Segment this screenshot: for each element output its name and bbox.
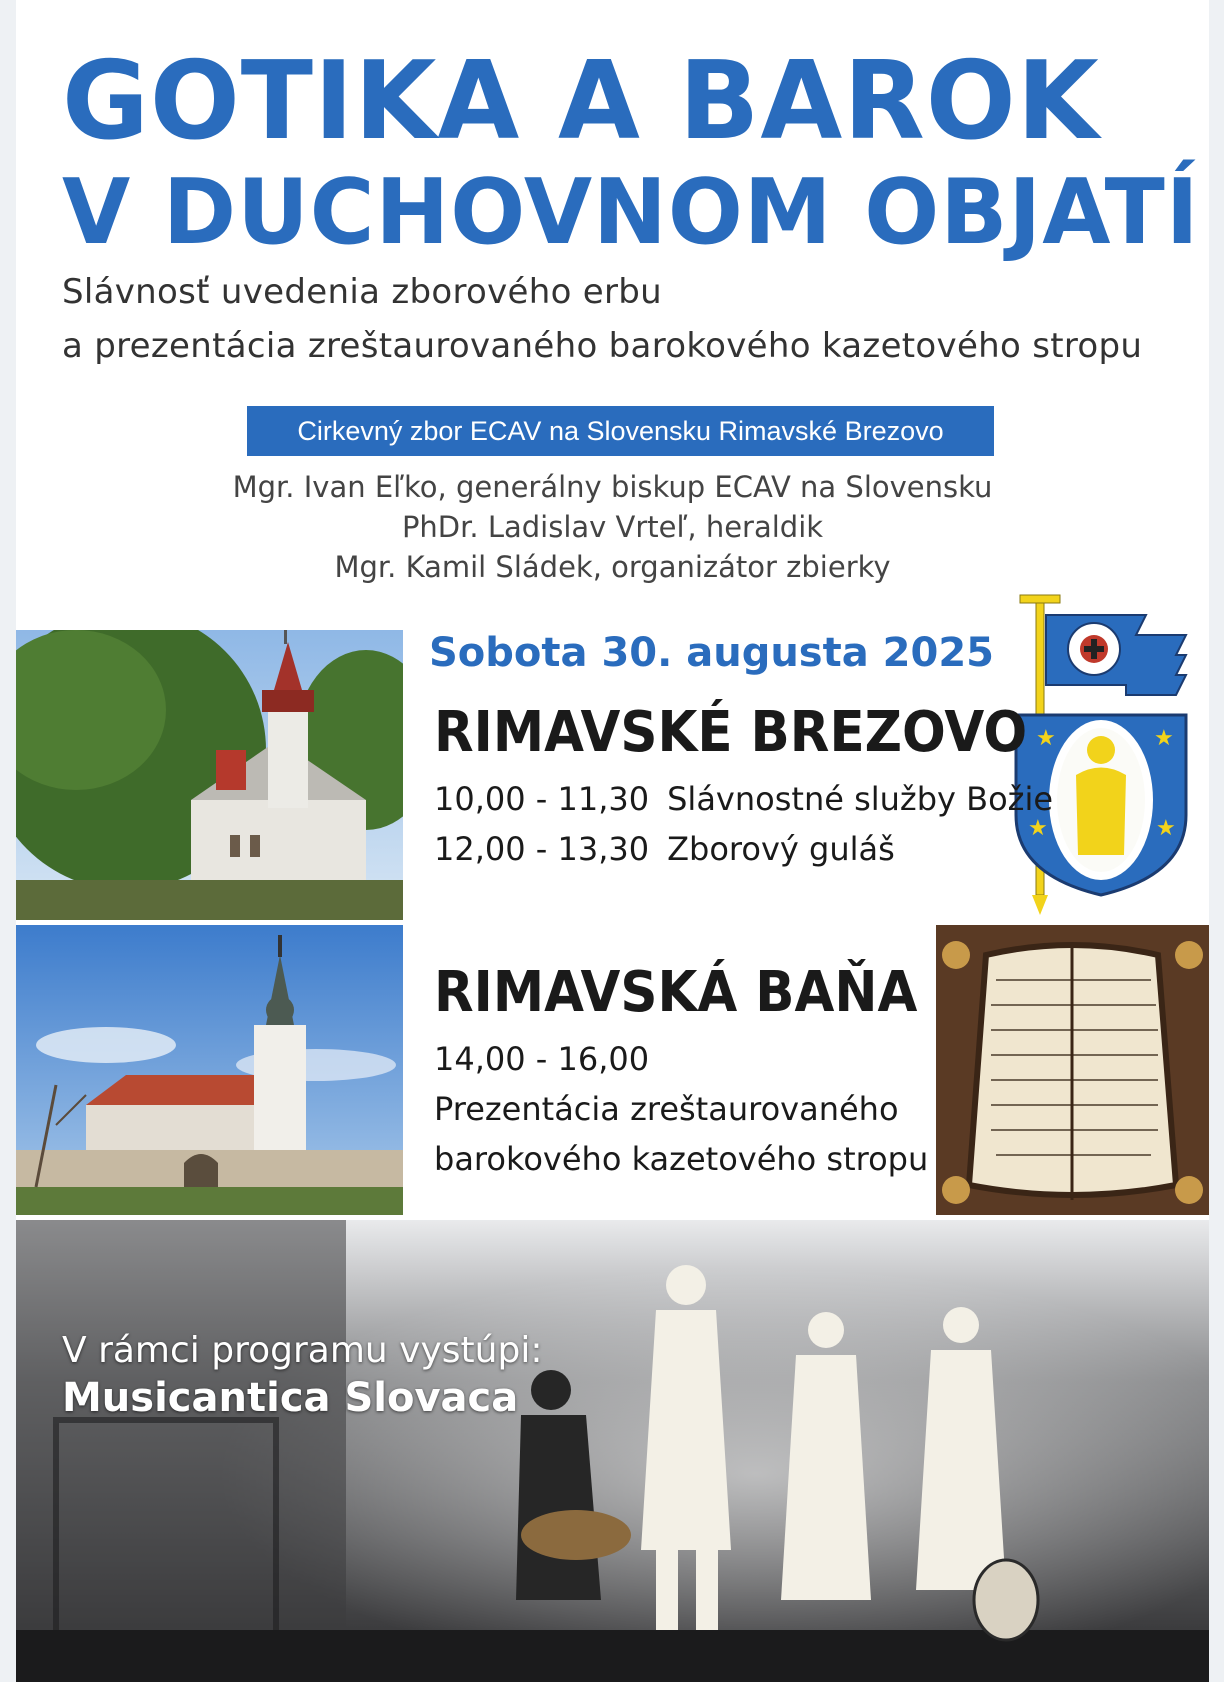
concert-intro: V rámci programu vystúpi:	[62, 1330, 543, 1371]
concert-photo	[16, 1220, 1209, 1682]
program-item	[434, 780, 1053, 818]
program-time: 14,00 - 16,00	[434, 1040, 650, 1078]
program-activity: Slávnostné služby Božie	[667, 780, 1054, 818]
subtitle-line-2: a prezentácia zreštaurovaného barokového kazetového stropu	[62, 326, 1143, 366]
speaker-3: Mgr. Kamil Sládek, organizátor zbierky	[334, 550, 891, 584]
concert-performer: Musicantica Slovaca	[62, 1375, 519, 1421]
coat-of-arms-icon	[1006, 575, 1196, 915]
program-item	[434, 830, 895, 868]
speaker-1: Mgr. Ivan Eľko, generálny biskup ECAV na Slovensku	[232, 470, 993, 504]
subtitle-line-1: Slávnosť uvedenia zborového erbu	[62, 272, 663, 312]
poster	[16, 0, 1209, 1682]
program-activity: Zborový guláš	[667, 830, 895, 868]
organizer-badge: Cirkevný zbor ECAV na Slovensku Rimavské Brezovo	[247, 406, 994, 456]
church-photo-rimavske-brezovo	[16, 630, 403, 920]
program-time: 10,00 - 11,30	[434, 780, 650, 818]
venue-name-rimavska-bana: RIMAVSKÁ BAŇA	[434, 960, 918, 1025]
program-time: 12,00 - 13,30	[434, 830, 650, 868]
program-activity-line-1: Prezentácia zreštaurovaného	[434, 1090, 899, 1128]
ceiling-panel-photo	[936, 925, 1209, 1215]
venue-name-rimavske-brezovo: RIMAVSKÉ BREZOVO	[434, 700, 1028, 765]
svg-text:★: ★	[1028, 816, 1048, 841]
church-photo-rimavska-bana	[16, 925, 403, 1215]
program-activity-line-2: barokového kazetového stropu	[434, 1140, 929, 1178]
svg-text:★: ★	[1156, 816, 1176, 841]
svg-text:★: ★	[1154, 726, 1174, 751]
svg-text:★: ★	[1036, 726, 1056, 751]
title-line-2: V DUCHOVNOM OBJATÍ	[62, 160, 1200, 265]
speaker-2: PhDr. Ladislav Vrteľ, heraldik	[401, 510, 824, 544]
title-line-1: GOTIKA A BAROK	[62, 39, 1100, 164]
event-date: Sobota 30. augusta 2025	[429, 630, 994, 676]
